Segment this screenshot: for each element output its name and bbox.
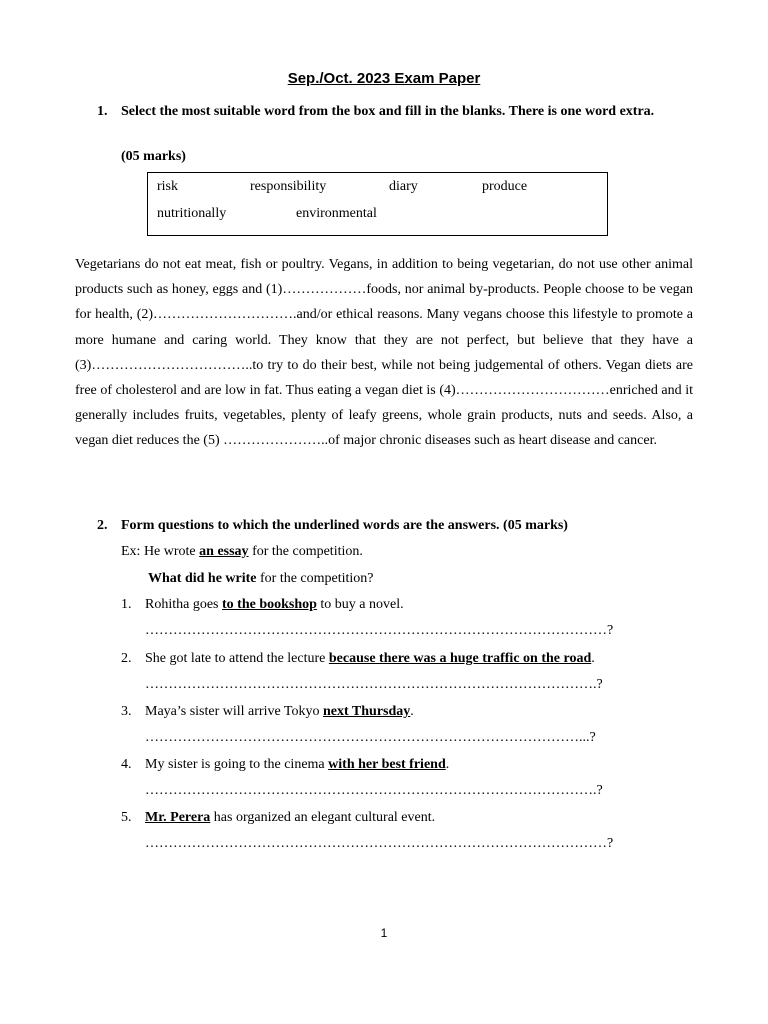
page-title: Sep./Oct. 2023 Exam Paper [287,70,481,87]
word-option: environmental [296,206,377,221]
word-option: produce [482,179,528,194]
question-number: 2. [97,518,108,533]
page-number: 1 [380,926,388,940]
example-sentence: Ex: He wrote an essay for the competition. [121,544,363,559]
answer-line: …………………………………………………………………………………….? [145,783,603,798]
list-item: Rohitha goes to the bookshop to buy a novel. [145,597,404,612]
list-item: My sister is going to the cinema with her best friend. [145,757,450,772]
example-answer: What did he write for the competition? [148,571,374,586]
question-text: Form questions to which the underlined words are the answers. (05 marks) [121,518,568,533]
answer-line: ………………………………………………………………………………………? [145,623,614,638]
item-number: 2. [121,651,132,666]
item-number: 5. [121,810,132,825]
answer-line: ………………………………………………………………………………………? [145,836,614,851]
word-box [147,172,608,236]
underlined-answer: next Thursday [323,704,411,719]
item-number: 3. [121,704,132,719]
word-option: responsibility [250,179,327,194]
answer-line: …………………………………………………………………………………...? [145,730,596,745]
question-1-marks: (05 marks) [121,149,186,164]
word-option: nutritionally [157,206,227,221]
answer-line: …………………………………………………………………………………….? [145,677,603,692]
list-item: Maya’s sister will arrive Tokyo next Thursday. [145,704,414,719]
list-item: Mr. Perera has organized an elegant cultural event. [145,810,436,825]
word-option: diary [389,179,418,194]
item-number: 1. [121,597,132,612]
item-number: 4. [121,757,132,772]
underlined-answer: to the bookshop [222,597,317,612]
cloze-passage: Vegetarians do not eat meat, fish or poultry. Vegans, in addition to being vegetarian, do not use other animal products such as honey, eggs and (1)………………foods, nor animal by-products. People choose to be vegan for health, (2)………………………….and/or ethical reasons. Many vegans choose this lifestyle to promote a more humane and caring world. They know that they are not perfect, but believe that they have a (3)……………………………..to try to do their best, while not being judgemental of others. Vegan diets are free of cholesterol and are low in fat. Thus eating a vegan diet is (4)……………………………enriched and it generally includes fruits, vegetables, plenty of leafy greens, whole grain products, nuts and seeds. Also, a vegan diet reduces the (5) …………………..of major chronic diseases such as heart disease and cancer. [75,257,693,449]
underlined-answer: because there was a huge traffic on the road [328,651,592,666]
underlined-answer: an essay [199,544,249,559]
underlined-answer: with her best friend [328,757,446,772]
question-number: 1. [97,104,108,119]
question-text: Select the most suitable word from the box and fill in the blanks. There is one word extra. [121,104,655,119]
underlined-answer: Mr. Perera [145,810,211,825]
question-1-instruction [97,103,693,121]
list-item: She got late to attend the lecture because there was a huge traffic on the road. [145,651,595,666]
word-option: risk [157,179,178,194]
